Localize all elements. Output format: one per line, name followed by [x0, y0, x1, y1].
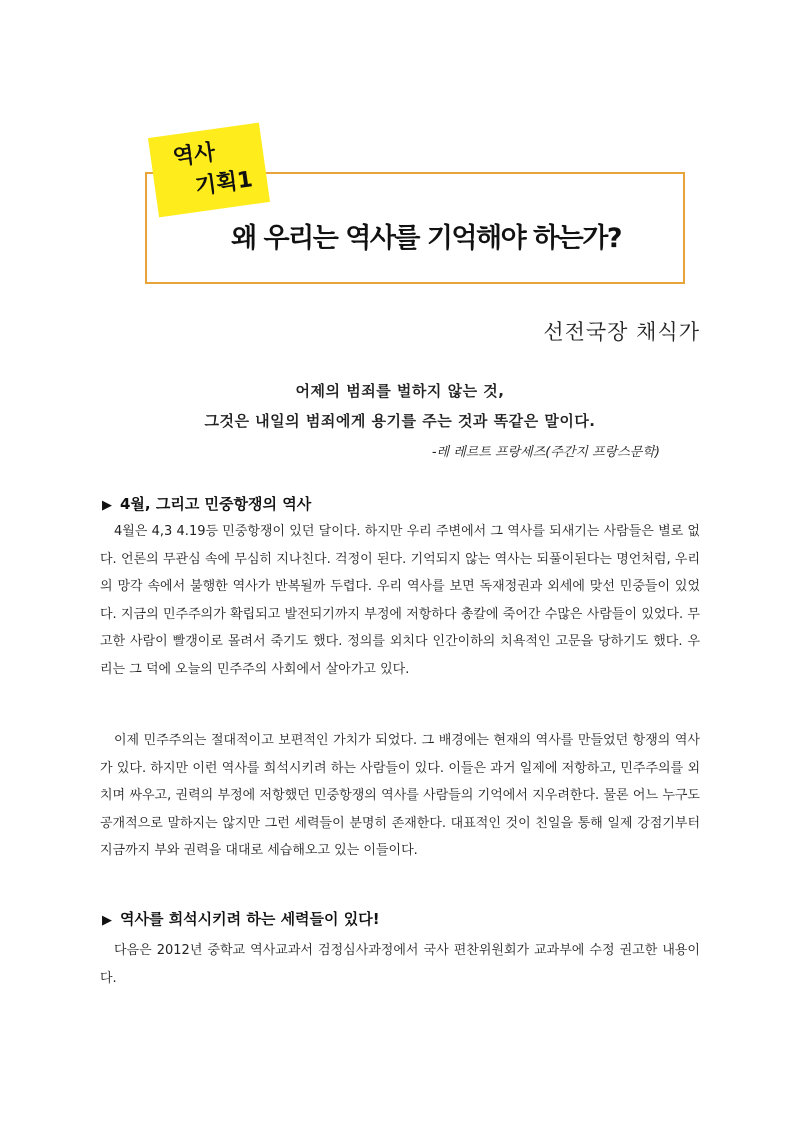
article-title: 왜 우리는 역사를 기억해야 하는가?	[231, 223, 621, 254]
body-paragraph-text: 다음은 2012년 중학교 역사교과서 검정심사과정에서 국사 편찬위원회가 교과부에 수정 권고한 내용이다.	[100, 943, 700, 986]
body-paragraph-text: 4월은 4,3 4.19등 민중항쟁이 있던 달이다. 하지만 우리 주변에서 그 역사를 되새기는 사람들은 별로 없다. 언론의 무관심 속에 무심히 지나친다. 걱정이 된다. 기억되지 않는 역사는 되풀이된다는 명언처럼, 우리의 망각 속에서 불행한 역사가 반복될까 두렵다. 우리 역사를 보면 독재정권과 외세에 맞선 민중들이 있었다. 지금의 민주주의가 확립되고 발전되기까지 부정에 저항하다 총칼에 죽어간 수많은 사람들이 있었다. 무고한 사람이 빨갱이로 몰려서 죽기도 했다. 정의를 외치다 인간이하의 치욕적인 고문을 당하기도 했다. 우리는 그 덕에 오늘의 민주주의 사회에서 살아가고 있다.	[100, 524, 700, 677]
author-byline: 선전국장 채식가	[543, 320, 700, 344]
section-heading-text: 역사를 희석시키려 하는 세력들이 있다!	[120, 910, 380, 928]
triangle-bullet-icon: ▶	[102, 913, 112, 928]
epigraph-line-2: 그것은 내일의 범죄에게 용기를 주는 것과 똑같은 말이다.	[204, 412, 596, 430]
epigraph-line-1: 어제의 범죄를 벌하지 않는 것,	[295, 382, 505, 400]
series-tag-label: 역사	[171, 140, 217, 171]
section-heading	[102, 493, 311, 514]
section-heading-text: 4월, 그리고 민중항쟁의 역사	[120, 495, 312, 513]
triangle-bullet-icon: ▶	[102, 498, 112, 513]
body-paragraph	[100, 937, 700, 992]
section-heading	[102, 908, 380, 929]
body-paragraph	[100, 518, 700, 683]
epigraph-source: -레 레르트 프랑세즈(주간지 프랑스문학)	[431, 445, 660, 460]
body-paragraph-text: 이제 민주주의는 절대적이고 보편적인 가치가 되었다. 그 배경에는 현재의 역사를 만들었던 항쟁의 역사가 있다. 하지만 이런 역사를 희석시키려 하는 사람들이 있다. 이들은 과거 일제에 저항하고, 민주주의를 외치며 싸우고, 권력의 부정에 저항했던 민중항쟁의 역사를 사람들의 기억에서 지우려한다. 물론 어느 누구도 공개적으로 말하지는 않지만 그런 세력들이 분명히 존재한다. 대표적인 것이 친일을 통해 일제 강점기부터 지금까지 부와 권력을 대대로 세습해오고 있는 이들이다.	[100, 733, 700, 858]
body-paragraph	[100, 727, 700, 865]
series-tag	[148, 123, 270, 218]
series-tag-number: 기획1	[193, 167, 255, 200]
